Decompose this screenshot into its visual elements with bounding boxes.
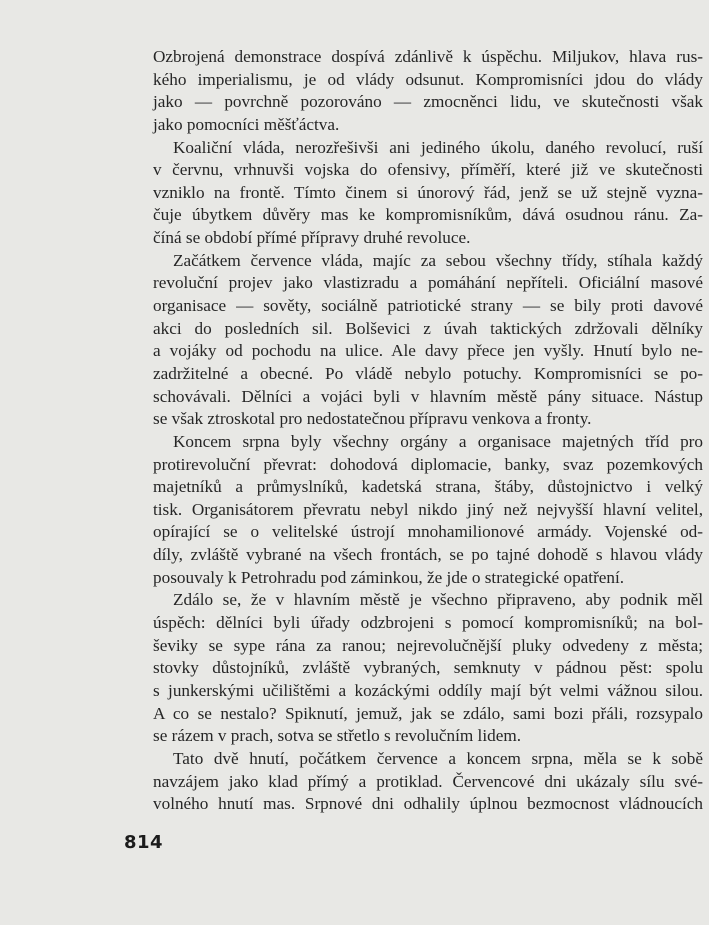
text-line: v červnu, vrhnuvši vojska do ofensivy, příměří, které již ve skutečnosti <box>153 160 703 180</box>
text-line: čuje úbytkem důvěry mas ke kompromisníkům, dává osudnou ránu. Za- <box>153 205 703 225</box>
text-line: protirevoluční převrat: dohodová diplomacie, banky, svaz pozemkových <box>153 454 703 474</box>
text-line: díly, zvláště vybrané na všech frontách, se po tajné dohodě s hlavou vlády <box>153 545 703 565</box>
text-line: jako pomocníci měšťáctva. <box>153 114 340 134</box>
paragraph <box>153 589 703 747</box>
text-line: se však ztroskotal pro nedostatečnou přípravu venkova a fronty. <box>153 409 592 429</box>
text-line: vzniklo na frontě. Tímto činem si únorový řád, jenž se už stejně vyzna- <box>153 182 703 202</box>
paragraph <box>153 137 703 250</box>
text-line: schovávali. Dělníci a vojáci byli v hlavním městě pány situace. Nástup <box>153 386 703 406</box>
text-line: akci do posledních sil. Bolševici z úvah taktických zdržovali dělníky <box>153 318 703 338</box>
text-line: organisace — sověty, sociálně patriotické strany — se bily proti davové <box>153 296 703 316</box>
text-line: Začátkem července vláda, majíc za sebou všechny třídy, stíhala každý <box>173 250 703 270</box>
text-line: revoluční projev jako vlastizradu a pomáhání nepříteli. Oficiální masové <box>153 273 703 293</box>
text-line: volného hnutí mas. Srpnové dni odhalily úplnou bezmocnost vládnoucích <box>153 794 703 814</box>
text-line: Tato dvě hnutí, počátkem července a koncem srpna, měla se k sobě <box>173 748 703 768</box>
text-line: majetníků a průmyslníků, kadetská strana, štáby, důstojnictvo i velký <box>153 477 703 497</box>
paragraph <box>153 748 703 816</box>
text-line: Ozbrojená demonstrace dospívá zdánlivě k úspěchu. Miljukov, hlava rus- <box>153 47 703 66</box>
paragraph <box>153 250 703 431</box>
text-line: Zdálo se, že v hlavním městě je všechno připraveno, aby podnik měl <box>173 590 703 610</box>
paragraph <box>153 46 703 137</box>
body-text <box>153 46 703 816</box>
paragraph <box>153 431 703 589</box>
text-line: Koaliční vláda, nerozřešivši ani jediného úkolu, daného revolucí, ruší <box>173 137 703 157</box>
text-line: se rázem v prach, sotva se střetlo s revolučním lidem. <box>153 726 521 746</box>
text-line: s junkerskými učilištěmi a kozáckými oddíly mají být velmi vážnou silou. <box>153 680 703 700</box>
text-line: tisk. Organisátorem převratu nebyl nikdo jiný než nejvyšší hlavní velitel, <box>153 499 703 519</box>
text-line: navzájem jako klad přímý a protiklad. Červencové dni ukázaly sílu své- <box>153 771 703 791</box>
text-line: opírající se o velitelské ústrojí mnohamilionové armády. Vojenské od- <box>153 522 703 542</box>
text-line: jako — povrchně pozorováno — zmocněnci lidu, ve skutečnosti však <box>153 92 703 112</box>
text-line: posouvaly k Petrohradu pod záminkou, že jde o strategické opatření. <box>153 567 625 587</box>
text-line: úspěch: dělníci byli úřady odzbrojeni s pomocí kompromisníků; na bol- <box>153 613 703 633</box>
page-number: 814 <box>124 832 164 853</box>
text-line: stovky důstojníků, zvláště vybraných, semknuty v pádnou pěst: spolu <box>153 658 703 678</box>
text-line: a vojáky od pochodu na ulice. Ale davy přece jen vyšly. Hnutí bylo ne- <box>153 341 703 361</box>
text-line: číná se období přímé přípravy druhé revoluce. <box>153 228 471 248</box>
text-line: A co se nestalo? Spiknutí, jemuž, jak se zdálo, sami bozi přáli, rozsypalo <box>153 703 703 723</box>
text-line: Koncem srpna byly všechny orgány a organisace majetných tříd pro <box>173 431 703 451</box>
text-line: ševiky se sype rána za ranou; nejrevolučnější pluky odvedeny z města; <box>153 635 703 655</box>
text-line: zadržitelné a obecné. Po vládě nebylo potuchy. Kompromisníci se po- <box>153 363 703 383</box>
text-line: kého imperialismu, je od vlády odsunut. Kompromisníci jdou do vlády <box>153 69 703 89</box>
